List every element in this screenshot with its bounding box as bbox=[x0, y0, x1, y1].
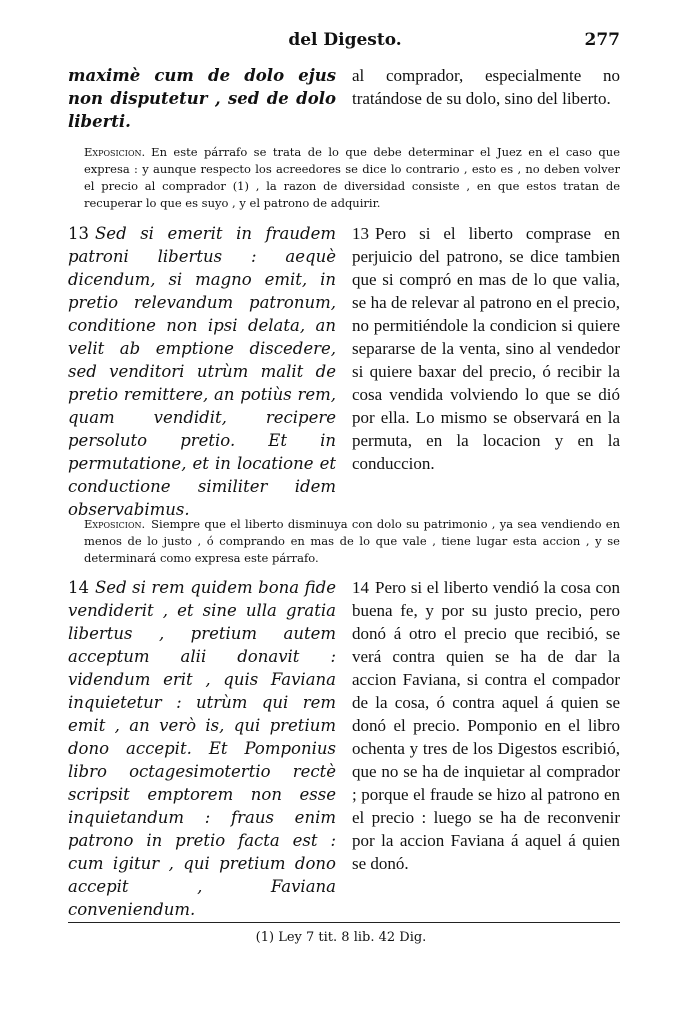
page-header bbox=[70, 30, 620, 56]
exposicion-label: Exposicion. bbox=[84, 145, 146, 159]
exposicion-text: Siempre que el liberto disminuya con dolo su patrimonio , ya sea vendiendo en menos de lo justo , ó comprando en mas de lo que vale , tiene lugar esta accion , y se determinará como expresa este párrafo. bbox=[84, 517, 620, 565]
paragraph-14 bbox=[68, 576, 620, 921]
exposicion-1 bbox=[84, 144, 620, 212]
latin-text: Sed si emerit in fraudem patroni libertus : aequè dicendum, si magno emit, in pretio relevandum patronum, conditione non ipsi delata, an velit ab emptione discedere, sed venditori utrùm malit de pretio remittere, an potiùs rem, quam vendidit, recipere persoluto pretio. Et in permutatione, et in locatione et conductione similiter idem observabimus. bbox=[68, 224, 336, 519]
spanish-text: Pero si el liberto comprase en perjuicio del patrono, se dice tambien que si compró en mas de lo que valia, se ha de relevar al patrono en el precio, no permitiéndole la condicion si quiere separarse de la venta, sino al vendedor si quiere baxar del precio, ó recibir la cosa vendida volviendo lo que se dió por ella. Lo mismo se observará en la permuta, en la locacion y en la conduccion. bbox=[352, 224, 620, 473]
latin-paragraph-13 bbox=[68, 222, 336, 521]
continuation-block bbox=[68, 64, 620, 133]
paragraph-number: 13 bbox=[352, 224, 369, 243]
paragraph-13 bbox=[68, 222, 620, 521]
latin-text: Sed si rem quidem bona fide vendiderit , et sine ulla gratia libertus , pretium autem acceptum alii donavit : videndum erit , quis Faviana inquietetur : utrùm qui rem emit , an verò is, qui pretium dono accepit. Et Pomponius libro octagesimotertio rectè scripsit emptorem non esse inquietandum : fraus enim patrono in pretio facta est : cum igitur , qui pretium dono accepit , Faviana conveniendum. bbox=[68, 578, 336, 919]
latin-paragraph-14 bbox=[68, 576, 336, 921]
spanish-text: Pero si el liberto vendió la cosa con buena fe, y por su justo precio, pero donó á otro el precio que recibió, se verá contra quien se ha de dar la accion Faviana, si contra el compador de la cosa, ó contra aquel á quien se donó el precio. Pomponio en el libro ochenta y tres de los Digestos escribió, que no se ha de inquietar al comprador ; porque el fraude se hizo al patrono en el precio : luego se ha de reconvenir por la accion Faviana á aquel á quien se donó. bbox=[352, 578, 620, 873]
paragraph-number: 14 bbox=[68, 578, 89, 597]
spanish-text-continuation: al comprador, especialmente no tratándose de su dolo, sino del liberto. bbox=[352, 66, 620, 108]
page-number: 277 bbox=[584, 30, 620, 50]
running-title: del Digesto. bbox=[288, 30, 402, 50]
spanish-paragraph-13 bbox=[352, 222, 620, 521]
exposicion-2 bbox=[84, 516, 620, 567]
exposicion-text: En este párrafo se trata de lo que debe determinar el Juez en el caso que expresa : y aunque respecto los acreedores se dice lo contrario , esto es , no deben volver el precio al comprador (1) , la razon de diversidad consiste , en que estos tratan de recuperar lo que es suyo , y el patrono de adquirir. bbox=[84, 145, 620, 210]
exposicion-label: Exposicion. bbox=[84, 517, 146, 531]
footnote-divider bbox=[68, 922, 620, 923]
paragraph-number: 14 bbox=[352, 578, 369, 597]
paragraph-number: 13 bbox=[68, 224, 89, 243]
latin-text-continuation: maximè cum de dolo ejus non disputetur , sed de dolo liberti. bbox=[68, 66, 336, 131]
footnote: (1) Ley 7 tit. 8 lib. 42 Dig. bbox=[255, 930, 427, 945]
spanish-paragraph-14 bbox=[352, 576, 620, 921]
